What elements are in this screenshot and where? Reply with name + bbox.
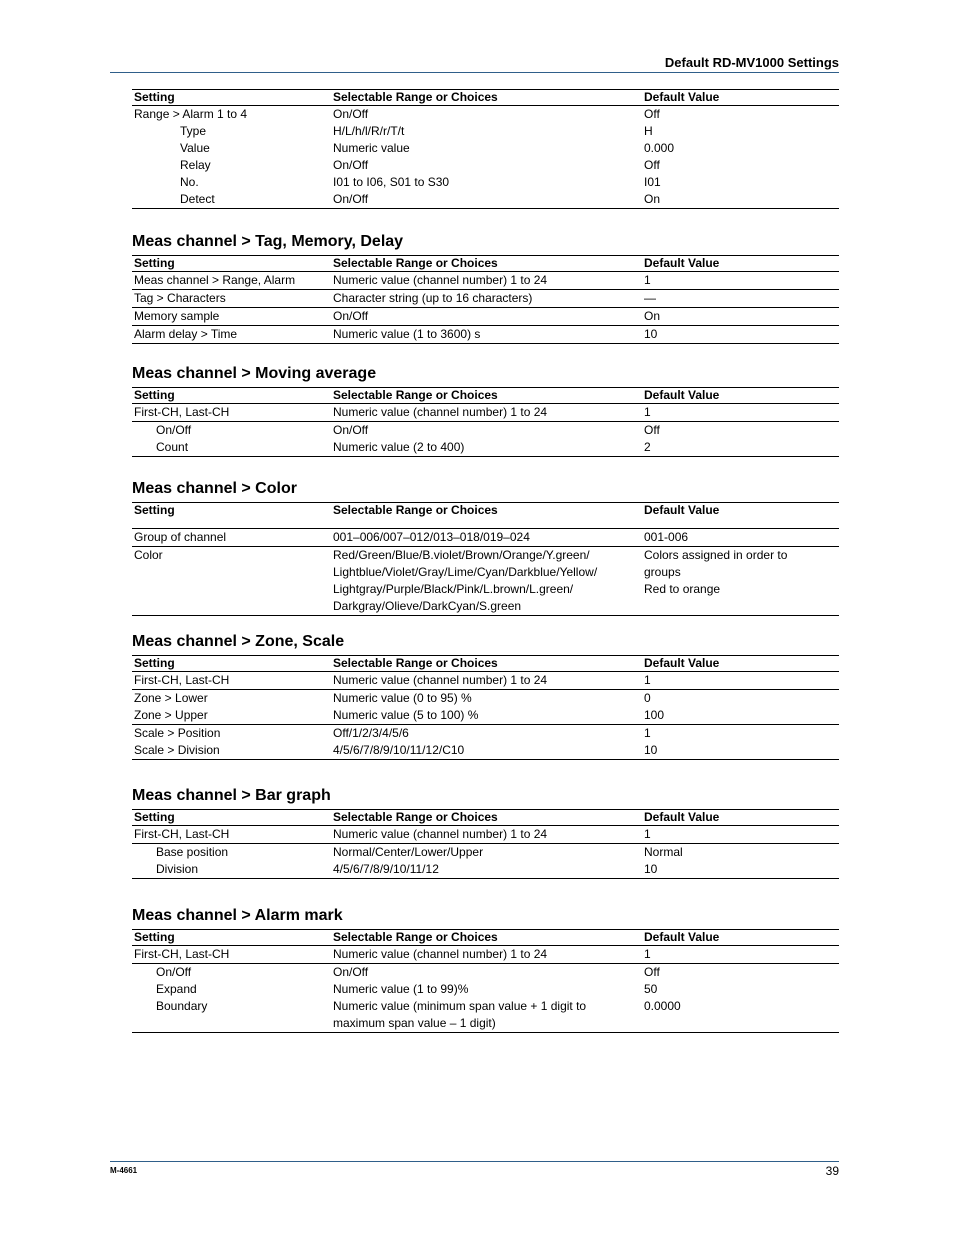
- bar-graph-section: [132, 787, 839, 879]
- range-cell: Lightblue/Violet/Gray/Lime/Cyan/Darkblue/Yellow/: [333, 565, 598, 579]
- table-row: [132, 1015, 839, 1033]
- range-cell: Numeric value (channel number) 1 to 24: [333, 947, 548, 961]
- setting-cell: Scale > Division: [134, 743, 220, 757]
- table-header-row: [132, 810, 839, 826]
- column-header-default: Default Value: [644, 388, 720, 402]
- range-cell: 4/5/6/7/8/9/10/11/12/C10: [333, 743, 465, 757]
- setting-cell: Division: [156, 862, 199, 876]
- range-cell: Numeric value (channel number) 1 to 24: [333, 273, 548, 287]
- column-header-range: Selectable Range or Choices: [333, 256, 498, 270]
- range-cell: I01 to I06, S01 to S30: [333, 175, 450, 189]
- setting-cell: Color: [134, 548, 163, 562]
- range-cell: Darkgray/Olieve/DarkCyan/S.green: [333, 599, 522, 613]
- table-row: [132, 598, 839, 616]
- table-row: [132, 439, 839, 457]
- default-cell: Off: [644, 158, 660, 172]
- section-title: Meas channel > Tag, Memory, Delay: [132, 233, 404, 250]
- table-row: [132, 140, 839, 157]
- column-header-range: Selectable Range or Choices: [333, 930, 498, 944]
- setting-cell: Value: [180, 141, 210, 155]
- setting-cell: On/Off: [156, 423, 192, 437]
- table-row: [132, 326, 839, 344]
- setting-cell: [132, 1015, 331, 1033]
- default-cell: Off: [644, 423, 660, 437]
- column-header-default: Default Value: [644, 256, 720, 270]
- table-row: [132, 529, 839, 547]
- setting-cell: Zone > Lower: [134, 691, 208, 705]
- table-row: [132, 157, 839, 174]
- color-table: [132, 502, 839, 616]
- setting-cell: Meas channel > Range, Alarm: [134, 273, 296, 287]
- range-cell: Numeric value: [333, 141, 410, 155]
- section-title: Meas channel > Bar graph: [132, 787, 331, 804]
- setting-cell: On/Off: [156, 965, 192, 979]
- table-row: [132, 946, 839, 964]
- alarm-section: [132, 89, 839, 209]
- default-cell: 10: [644, 743, 658, 757]
- range-cell: Character string (up to 16 characters): [333, 291, 533, 305]
- table-row: [132, 998, 839, 1015]
- table-row: [132, 564, 839, 581]
- setting-cell: First-CH, Last-CH: [134, 405, 230, 419]
- range-cell: Off/1/2/3/4/5/6: [333, 726, 409, 740]
- default-cell: groups: [644, 565, 681, 579]
- document-number: M-4661: [110, 1166, 138, 1175]
- setting-cell: Boundary: [156, 999, 208, 1013]
- column-header-range: Selectable Range or Choices: [333, 810, 498, 824]
- table-header-row: [132, 256, 839, 272]
- table-row: [132, 844, 839, 862]
- zone-scale-section: [132, 633, 839, 760]
- page-number: 39: [825, 1164, 839, 1178]
- column-header-default: Default Value: [644, 930, 720, 944]
- default-cell: 1: [644, 405, 651, 419]
- column-header-default: Default Value: [644, 503, 720, 517]
- table-row: [132, 106, 839, 124]
- range-cell: Numeric value (channel number) 1 to 24: [333, 673, 548, 687]
- default-cell: 001-006: [644, 530, 689, 544]
- alarm-mark-section: [132, 907, 839, 1033]
- tag-memory-delay-table: [132, 255, 839, 344]
- column-header-range: Selectable Range or Choices: [333, 656, 498, 670]
- setting-cell: Count: [156, 440, 189, 454]
- default-cell: [642, 1015, 839, 1033]
- default-cell: Red to orange: [644, 582, 721, 596]
- table-row: [132, 672, 839, 690]
- range-cell: 4/5/6/7/8/9/10/11/12: [333, 862, 439, 876]
- alarm-mark-table: [132, 929, 839, 1033]
- column-header-range: Selectable Range or Choices: [333, 90, 498, 104]
- setting-cell: Detect: [180, 192, 215, 206]
- column-header-default: Default Value: [644, 810, 720, 824]
- setting-cell: Alarm delay > Time: [134, 327, 238, 341]
- column-header-range: Selectable Range or Choices: [333, 388, 498, 402]
- table-row: [132, 404, 839, 422]
- default-cell: On: [644, 309, 661, 323]
- setting-cell: First-CH, Last-CH: [134, 947, 230, 961]
- range-cell: On/Off: [333, 965, 369, 979]
- color-section: [132, 480, 839, 616]
- default-cell: 50: [644, 982, 658, 996]
- column-header-setting: Setting: [134, 503, 175, 517]
- setting-cell: First-CH, Last-CH: [134, 673, 230, 687]
- table-header-row: [132, 656, 839, 672]
- range-cell: Numeric value (1 to 99)%: [333, 982, 469, 996]
- range-cell: Lightgray/Purple/Black/Pink/L.brown/L.green/: [333, 582, 574, 596]
- range-cell: 001–006/007–012/013–018/019–024: [333, 530, 530, 544]
- table-row: [132, 422, 839, 440]
- range-cell: Numeric value (5 to 100) %: [333, 708, 479, 722]
- table-row: [132, 964, 839, 982]
- setting-cell: [132, 581, 331, 598]
- column-header-setting: Setting: [134, 930, 175, 944]
- setting-cell: Scale > Position: [134, 726, 221, 740]
- range-cell: Numeric value (channel number) 1 to 24: [333, 405, 548, 419]
- table-row: [132, 826, 839, 844]
- column-header-setting: Setting: [134, 810, 175, 824]
- default-cell: 0: [644, 691, 651, 705]
- table-row: [132, 742, 839, 760]
- setting-cell: Tag > Characters: [134, 291, 226, 305]
- column-header-setting: Setting: [134, 388, 175, 402]
- range-cell: Normal/Center/Lower/Upper: [333, 845, 484, 859]
- zone-scale-table: [132, 655, 839, 760]
- table-header-row: [132, 930, 839, 946]
- column-header-range: Selectable Range or Choices: [333, 503, 498, 517]
- section-title: Meas channel > Alarm mark: [132, 907, 343, 924]
- default-cell: [642, 598, 839, 616]
- moving-average-section: [132, 365, 839, 457]
- setting-cell: Base position: [156, 845, 229, 859]
- table-row: [132, 861, 839, 879]
- default-cell: 0.000: [644, 141, 675, 155]
- table-row: [132, 547, 839, 565]
- setting-cell: Expand: [156, 982, 197, 996]
- header-rule: [110, 72, 839, 73]
- setting-cell: Range > Alarm 1 to 4: [134, 107, 248, 121]
- default-cell: 100: [644, 708, 665, 722]
- table-row: [132, 707, 839, 725]
- range-cell: On/Off: [333, 107, 369, 121]
- default-cell: H: [644, 124, 653, 138]
- range-cell: H/L/h/l/R/r/T/t: [333, 124, 405, 138]
- section-title: Meas channel > Color: [132, 480, 297, 497]
- setting-cell: Zone > Upper: [134, 708, 208, 722]
- setting-cell: First-CH, Last-CH: [134, 827, 230, 841]
- table-row: [132, 290, 839, 308]
- default-cell: Colors assigned in order to: [644, 548, 788, 562]
- table-row: [132, 581, 839, 598]
- default-cell: 10: [644, 862, 658, 876]
- section-title: Meas channel > Moving average: [132, 365, 377, 382]
- setting-cell: Type: [180, 124, 207, 138]
- table-row: [132, 191, 839, 209]
- range-cell: Numeric value (1 to 3600) s: [333, 327, 481, 341]
- range-cell: Numeric value (channel number) 1 to 24: [333, 827, 548, 841]
- table-row: [132, 725, 839, 743]
- table-header-row: [132, 388, 839, 404]
- table-row: [132, 981, 839, 998]
- default-cell: 1: [644, 273, 651, 287]
- setting-cell: Memory sample: [134, 309, 220, 323]
- setting-cell: [132, 564, 331, 581]
- default-cell: 1: [644, 673, 651, 687]
- default-cell: Off: [644, 107, 660, 121]
- table-header-row: [132, 503, 839, 529]
- range-cell: On/Off: [333, 423, 369, 437]
- default-cell: 10: [644, 327, 658, 341]
- range-cell: Numeric value (2 to 400): [333, 440, 465, 454]
- range-cell: On/Off: [333, 192, 369, 206]
- default-cell: —: [644, 291, 656, 305]
- default-cell: 2: [644, 440, 651, 454]
- default-cell: Normal: [644, 845, 683, 859]
- setting-cell: Relay: [180, 158, 211, 172]
- table-row: [132, 123, 839, 140]
- setting-cell: [132, 598, 331, 616]
- column-header-setting: Setting: [134, 656, 175, 670]
- range-cell: maximum span value – 1 digit): [333, 1016, 496, 1030]
- range-cell: On/Off: [333, 158, 369, 172]
- range-cell: Numeric value (0 to 95) %: [333, 691, 472, 705]
- default-cell: Off: [644, 965, 660, 979]
- footer-rule: [110, 1161, 839, 1162]
- moving-average-table: [132, 387, 839, 457]
- range-cell: Numeric value (minimum span value + 1 digit to: [333, 999, 587, 1013]
- column-header-default: Default Value: [644, 90, 720, 104]
- default-cell: 1: [644, 947, 651, 961]
- table-row: [132, 272, 839, 290]
- alarm-table: [132, 89, 839, 209]
- section-title: Meas channel > Zone, Scale: [132, 633, 345, 650]
- table-header-row: [132, 90, 839, 106]
- setting-cell: No.: [180, 175, 199, 189]
- default-cell: I01: [644, 175, 661, 189]
- default-cell: 1: [644, 726, 651, 740]
- default-cell: On: [644, 192, 661, 206]
- table-row: [132, 308, 839, 326]
- setting-cell: Group of channel: [134, 530, 227, 544]
- default-cell: 0.0000: [644, 999, 681, 1013]
- tag-memory-delay-section: [132, 233, 839, 344]
- column-header-setting: Setting: [134, 256, 175, 270]
- range-cell: Red/Green/Blue/B.violet/Brown/Orange/Y.green/: [333, 548, 590, 562]
- column-header-default: Default Value: [644, 656, 720, 670]
- range-cell: On/Off: [333, 309, 369, 323]
- bar-graph-table: [132, 809, 839, 879]
- table-row: [132, 690, 839, 708]
- table-row: [132, 174, 839, 191]
- page-header-title: Default RD-MV1000 Settings: [664, 55, 839, 70]
- default-cell: 1: [644, 827, 651, 841]
- column-header-setting: Setting: [134, 90, 175, 104]
